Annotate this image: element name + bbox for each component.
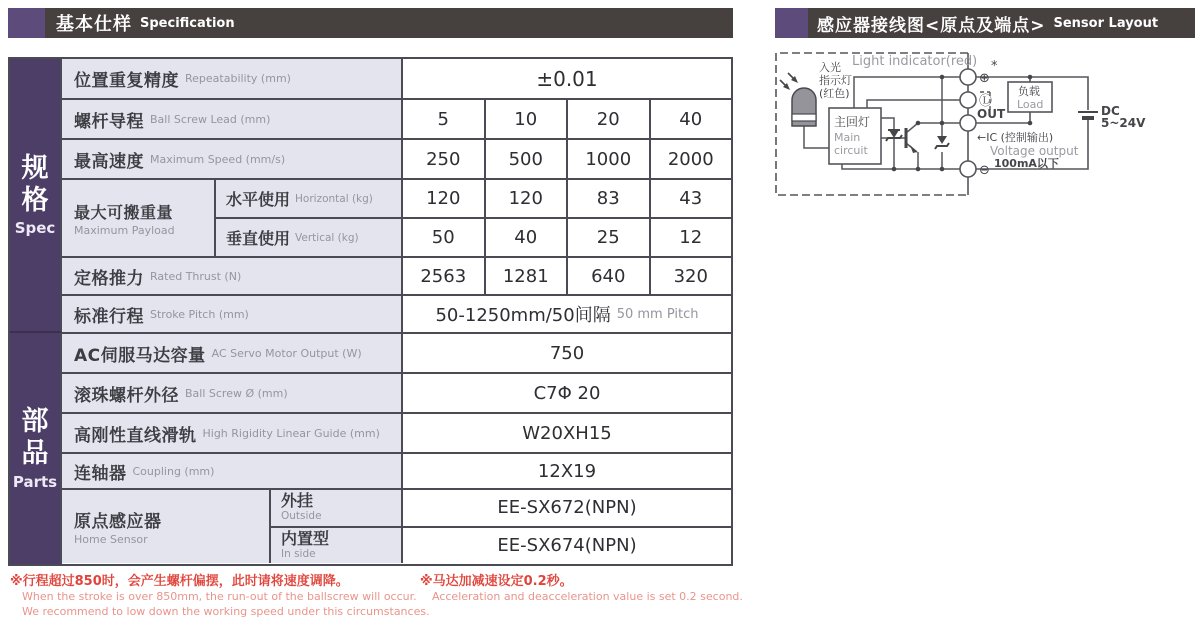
cell-value: 1000 [566, 140, 649, 178]
sidebar-parts-en: Parts [12, 472, 58, 491]
footnote-right-en: Acceleration and deacceleration value is set 0.2 second. [432, 590, 743, 603]
terminal-out-label: OUT [977, 107, 1006, 121]
label-en: High Rigidity Linear Guide (mm) [202, 426, 380, 440]
footnote-right [420, 574, 743, 604]
light-indicator-label: Light indicator(red) [852, 54, 978, 69]
main-circuit-label-zh: 主回灯 [834, 115, 871, 129]
row-label [62, 140, 401, 178]
row-label [62, 258, 401, 294]
current-note-label: 100mA以下 [994, 157, 1059, 170]
label-zh: 内置型 [281, 528, 330, 548]
label-zh: 螺杆导程 [74, 111, 144, 132]
sub-label [269, 528, 401, 564]
label-en: Maximum Speed (mm/s) [150, 152, 286, 166]
table-row-motor [62, 332, 731, 372]
dc-label: DC [1101, 104, 1120, 118]
label-zh: 高刚性直线滑轨 [74, 425, 197, 446]
stroke-value-en: 50 mm Pitch [616, 306, 699, 322]
cell-value: 250 [401, 140, 484, 178]
sidebar-spec-en: Spec [14, 219, 56, 238]
specification-table [8, 57, 733, 566]
sidebar-spec-char: 规 [21, 152, 49, 184]
row-label [62, 180, 214, 256]
terminal-circles [960, 69, 976, 177]
cell-value: W20XH15 [401, 414, 731, 452]
label-en: Repeatability (mm) [185, 72, 291, 85]
label-en: Vertical (kg) [295, 231, 359, 244]
load-label-en: Load [1017, 98, 1044, 111]
subrow-vertical [214, 217, 731, 256]
cell-value [401, 296, 731, 332]
terminal-plus-circle [960, 69, 976, 85]
table-rows [62, 59, 731, 564]
label-en: Horizontal (kg) [295, 192, 373, 205]
cell-value: 500 [484, 140, 567, 178]
cell-value: 2000 [649, 140, 732, 178]
led-label-line3: (红色) [819, 87, 850, 100]
zener-diode-icon [935, 136, 949, 149]
cell-value: 640 [566, 258, 649, 294]
section-header-sensor-layout [775, 8, 1195, 38]
row-label [62, 59, 401, 98]
light-arrows-icon [780, 73, 798, 90]
cell-value: 120 [401, 180, 484, 217]
cell-value: C7Φ 20 [401, 374, 731, 412]
table-row-home-sensor [62, 488, 731, 563]
led-icon [792, 88, 816, 126]
section-title-en: Sensor Layout [1053, 15, 1159, 31]
cell-value: 83 [566, 180, 649, 217]
ic-output-label: ←IC (控制输出) [977, 131, 1054, 144]
led-label-line2: 指示灯 [819, 74, 852, 87]
cell-value: EE-SX672(NPN) [401, 490, 731, 526]
label-zh: 滚珠螺杆外径 [74, 385, 179, 406]
cell-value: 40 [484, 219, 567, 256]
load-label-zh: 负载 [1018, 85, 1040, 98]
subrow-outside [269, 490, 731, 526]
terminal-plus-label: ⊕ [979, 71, 990, 86]
sub-label [269, 490, 401, 526]
label-en: In side [281, 547, 316, 560]
led-label-line1: 入光 [819, 61, 841, 74]
label-en: Maximum Payload [74, 223, 175, 237]
row-label [62, 334, 401, 372]
main-circuit-label-en1: Main [834, 131, 861, 144]
cell-value: 5 [401, 100, 484, 138]
row-label [62, 374, 401, 412]
section-header-specification [8, 8, 733, 38]
home-sensor-subrows [269, 490, 731, 563]
table-row-payload [62, 178, 731, 256]
label-zh: 原点感应器 [74, 512, 162, 532]
cell-value: 1281 [484, 258, 567, 294]
label-en: Stroke Pitch (mm) [150, 307, 249, 321]
table-row-repeatability [62, 59, 731, 98]
terminal-minus-circle [960, 161, 976, 177]
sidebar-spec [10, 59, 62, 331]
row-label [62, 414, 401, 452]
label-zh: 位置重复精度 [74, 71, 179, 91]
label-zh: 连轴器 [74, 463, 127, 484]
section-title-zh: 感应器接线图<原点及端点> [817, 15, 1046, 36]
terminal-l-label: Ⓛ [979, 94, 993, 109]
stroke-value-zh: 50-1250mm/50间隔 [435, 305, 611, 326]
label-en: Ball Screw Lead (mm) [150, 112, 271, 126]
terminal-out-circle [960, 115, 976, 131]
purple-accent-square [775, 8, 808, 38]
cell-value: 50 [401, 219, 484, 256]
main-circuit-label-en2: circuit [834, 144, 868, 157]
table-row-coupling [62, 452, 731, 488]
payload-subrows [214, 180, 731, 256]
wiring-diagram-svg [772, 48, 1196, 203]
cell-value: 120 [484, 180, 567, 217]
cell-value: EE-SX674(NPN) [401, 528, 731, 564]
label-en: Outside [281, 510, 322, 523]
label-en: Rated Thrust (N) [150, 269, 242, 283]
table-row-lead [62, 98, 731, 138]
table-row-guide [62, 412, 731, 452]
label-en: Ball Screw Ø (mm) [185, 386, 288, 400]
label-en: AC Servo Motor Output (W) [211, 346, 362, 360]
label-zh: 水平使用 [226, 190, 291, 209]
cell-value: 43 [649, 180, 732, 217]
label-zh: AC伺服马达容量 [74, 345, 206, 366]
purple-accent-square [8, 8, 45, 38]
sidebar-parts-char: 部 [21, 406, 49, 438]
row-label [62, 490, 269, 563]
row-label [62, 100, 401, 138]
row-label [62, 454, 401, 488]
sidebar-parts [10, 331, 62, 564]
footnote-left-en1: When the stroke is over 850mm, the run-out of the ballscrew will occur. [22, 590, 417, 603]
terminal-minus-label: ⊖ [979, 163, 990, 178]
cell-value: 12 [649, 219, 732, 256]
footnote-left [10, 574, 430, 619]
label-zh: 定格推力 [74, 268, 144, 289]
sensor-wiring-diagram [772, 48, 1196, 203]
cell-value: ±0.01 [401, 59, 731, 98]
footnote-left-en2: We recommend to low down the working speed under this circumstances. [22, 605, 430, 618]
subrow-inside [269, 526, 731, 564]
cell-value: 12X19 [401, 454, 731, 488]
row-label [62, 296, 401, 332]
label-en: Coupling (mm) [132, 464, 215, 478]
footnote-right-zh: ※马达加减速设定0.2秒。 [420, 574, 573, 589]
table-row-thrust [62, 256, 731, 294]
cell-value: 20 [566, 100, 649, 138]
sub-label [214, 180, 401, 217]
cell-value: 320 [649, 258, 732, 294]
cell-value: 10 [484, 100, 567, 138]
terminal-l-circle [960, 92, 976, 108]
voltage-output-label: Voltage output [990, 144, 1079, 158]
table-row-stroke [62, 294, 731, 332]
cell-value: 25 [566, 219, 649, 256]
cell-value: 2563 [401, 258, 484, 294]
label-zh: 外挂 [281, 491, 314, 511]
footnote-left-zh: ※行程超过850时，会产生螺杆偏摆，此时请将速度调降。 [10, 574, 349, 589]
table-row-speed [62, 138, 731, 178]
label-zh: 最高速度 [74, 151, 144, 172]
sidebar-parts-char: 品 [21, 438, 49, 469]
sub-label [214, 219, 401, 256]
section-title-zh: 基本仕样 [56, 14, 132, 35]
dc-voltage-label: 5~24V [1101, 116, 1146, 130]
table-row-screw-dia [62, 372, 731, 412]
cell-value: 750 [401, 334, 731, 372]
label-zh: 最大可搬重量 [74, 202, 174, 222]
terminal-star-label: * [991, 59, 998, 74]
label-zh: 标准行程 [74, 306, 144, 327]
cell-value: 40 [649, 100, 732, 138]
table-sidebar [10, 59, 62, 564]
label-en: Home Sensor [74, 533, 148, 546]
battery-icon [1078, 112, 1098, 118]
sidebar-spec-char: 格 [21, 184, 49, 216]
section-title-en: Specification [140, 15, 235, 31]
label-zh: 垂直使用 [226, 229, 291, 248]
subrow-horizontal [214, 180, 731, 217]
